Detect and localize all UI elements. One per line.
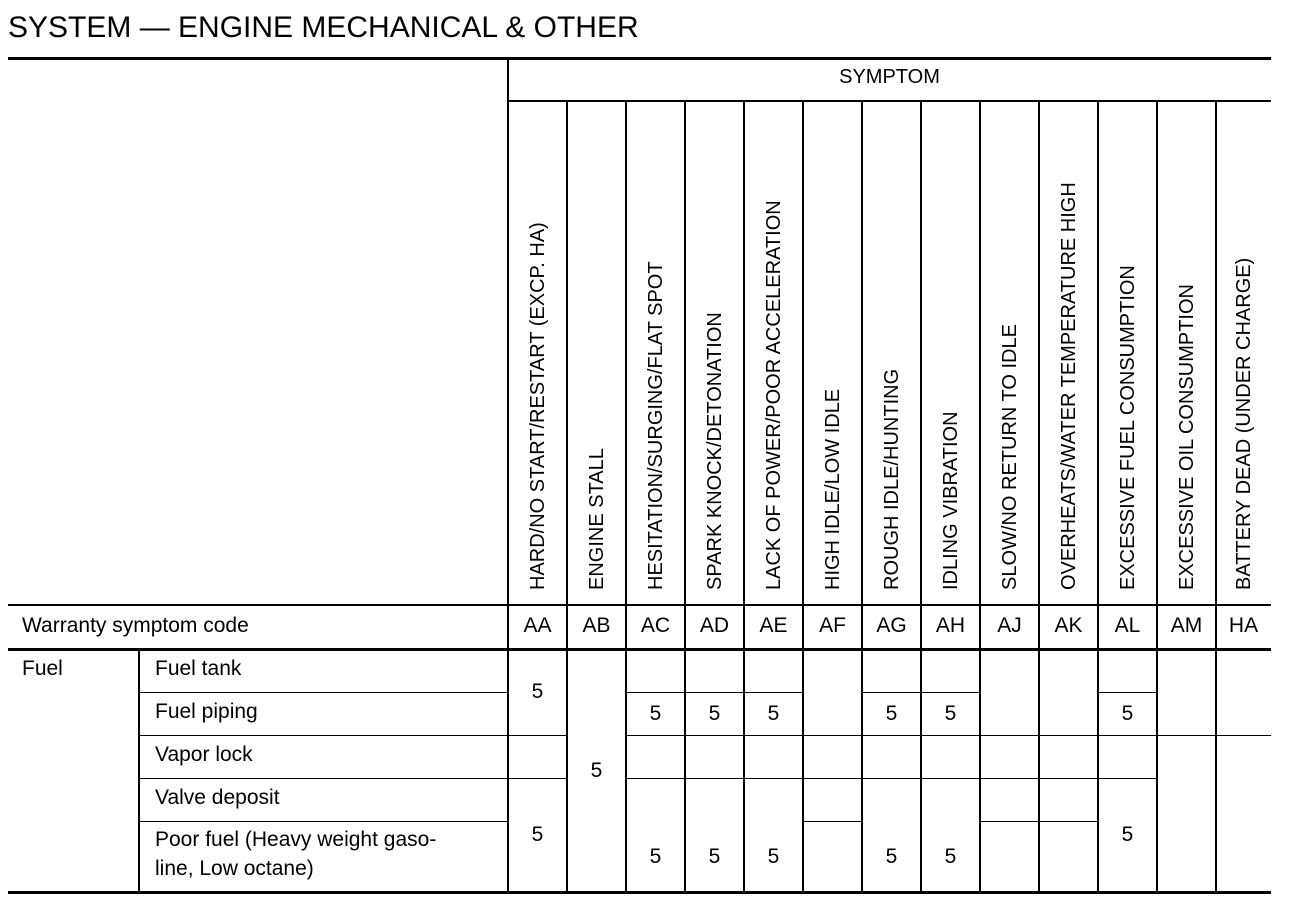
rule-line	[626, 692, 803, 693]
rule-line	[139, 821, 508, 822]
symptom-label: HARD/NO START/RESTART (EXCP. HA)	[526, 222, 549, 590]
warranty-label: Warranty symptom code	[22, 614, 249, 637]
cell-value: 5	[767, 844, 780, 868]
symptom-code: AE	[759, 614, 788, 637]
symptom-code: HA	[1228, 614, 1259, 637]
item-label: Fuel piping	[155, 700, 258, 723]
rule-line	[802, 101, 804, 892]
rule-line	[138, 649, 140, 892]
rule-line	[861, 101, 863, 892]
symptom-header: SYMPTOM	[839, 66, 940, 88]
rule-line	[979, 101, 981, 892]
cell-value: 5	[708, 701, 721, 725]
rule-line	[507, 101, 509, 892]
symptom-label: SPARK KNOCK/DETONATION	[703, 312, 726, 590]
symptom-code: AF	[819, 614, 846, 637]
cell-value: 5	[649, 844, 662, 868]
symptom-code: AH	[935, 614, 966, 637]
cell-value: 5	[531, 823, 544, 846]
symptom-label: ENGINE STALL	[585, 448, 608, 590]
symptom-code: AC	[640, 614, 671, 637]
rule-line	[139, 778, 508, 779]
item-label: Poor fuel (Heavy weight gaso-	[155, 828, 437, 851]
symptom-label: OVERHEATS/WATER TEMPERATURE HIGH	[1057, 182, 1080, 590]
rule-line	[1215, 101, 1217, 892]
cell-value: 5	[944, 844, 957, 868]
cell-value: 5	[1121, 823, 1134, 846]
symptom-code: AM	[1170, 614, 1203, 637]
symptom-code: AJ	[997, 614, 1022, 637]
cell-value: 5	[885, 844, 898, 868]
symptom-label: SLOW/NO RETURN TO IDLE	[998, 324, 1021, 590]
cell-value: 5	[767, 701, 780, 725]
symptom-label: IDLING VIBRATION	[939, 411, 962, 590]
item-label: Vapor lock	[155, 743, 253, 766]
rule-line	[139, 735, 508, 736]
rule-line	[1038, 101, 1040, 892]
rule-line	[626, 735, 1271, 736]
rule-line	[139, 692, 508, 693]
symptom-label: EXCESSIVE FUEL CONSUMPTION	[1116, 265, 1139, 590]
symptom-label: LACK OF POWER/POOR ACCELERATION	[762, 200, 785, 590]
item-label: Fuel tank	[155, 657, 242, 680]
symptom-label: ROUGH IDLE/HUNTING	[880, 368, 903, 590]
cell-value: 5	[649, 701, 662, 725]
cell-value: 5	[944, 701, 957, 725]
symptom-code: AA	[523, 614, 552, 637]
rule-line	[626, 778, 1157, 779]
symptom-code: AD	[699, 614, 730, 637]
rule-line	[8, 648, 1271, 651]
symptom-label: HESITATION/SURGING/FLAT SPOT	[644, 261, 667, 590]
rule-line	[8, 891, 1271, 894]
cell-value: 5	[1121, 701, 1134, 725]
rule-line	[508, 735, 567, 736]
cell-value: 5	[708, 844, 721, 868]
rule-line	[743, 101, 745, 892]
item-label: line, Low octane)	[155, 857, 314, 880]
rule-line	[1098, 692, 1157, 693]
item-label: Valve deposit	[155, 786, 280, 809]
rule-line	[8, 604, 1271, 606]
symptom-label: HIGH IDLE/LOW IDLE	[821, 388, 844, 590]
cell-value: 5	[531, 680, 544, 703]
cell-value: 5	[885, 701, 898, 725]
page-title: SYSTEM — ENGINE MECHANICAL & OTHER	[8, 11, 639, 44]
rule-line	[1097, 101, 1099, 892]
rule-line	[8, 57, 1271, 60]
symptom-code: AL	[1114, 614, 1141, 637]
symptom-label: BATTERY DEAD (UNDER CHARGE)	[1232, 257, 1255, 590]
cell-value: 5	[590, 758, 603, 782]
symptom-code: AG	[876, 614, 907, 637]
rule-line	[1156, 101, 1158, 892]
symptom-code: AK	[1054, 614, 1083, 637]
rule-line	[684, 101, 686, 892]
group-label: Fuel	[22, 657, 63, 680]
symptom-code: AB	[582, 614, 611, 637]
rule-line	[508, 778, 567, 779]
symptom-label: EXCESSIVE OIL CONSUMPTION	[1175, 284, 1198, 590]
rule-line	[803, 821, 862, 822]
rule-line	[920, 101, 922, 892]
